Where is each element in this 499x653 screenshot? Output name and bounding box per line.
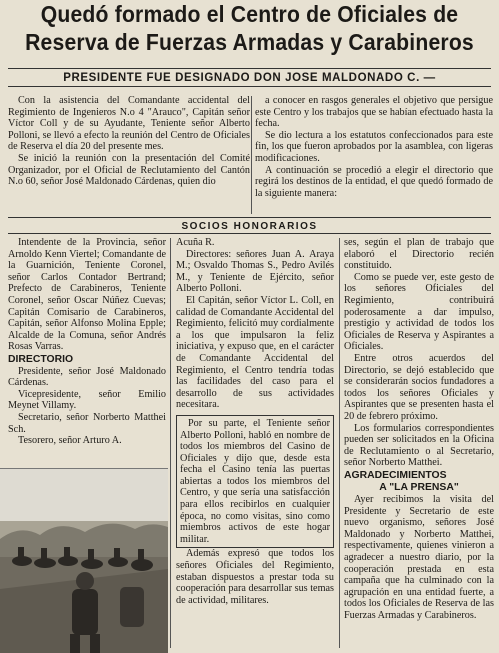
- article-paragraph: Ayer recibimos la visita del Presidente y Secretario de este nuevo organismo, señores José Maldonado y Norberto Matthei, respectivamente, quienes vinieron a agradecer a nuestro diario, por la cooperación prestada en esta campaña que ha culminado con la agrupación en una entidad fuerte, a todos los Oficiales de Reserva de las Fuerzas Armadas y Carabineros.: [344, 494, 494, 621]
- intro-paragraph: Con la asistencia del Comandante accidental del Regimiento de Ingenieros N.o 4 "Arauco", Capitán señor Víctor Coll y de su Ayudante, Teniente señor Alberto Polloni, se llevó a efecto la reunión del Centro de Oficiales de Reserva el día 20 del presente mes.: [8, 95, 250, 153]
- article-paragraph: ses, según el plan de trabajo que elaboró el Directorio recién constituido.: [344, 237, 494, 272]
- board-member: Vicepresidente, señor Emilio Meynet Villamy.: [8, 388, 166, 412]
- section-rule: [8, 217, 491, 218]
- cavalry-photo: [0, 468, 168, 653]
- article-paragraph: Los formularios correspondientes pueden ser solicitados en la Oficina de Reclutamiento o al Secretario, señor Norberto Matthei.: [344, 422, 494, 469]
- article-paragraph: El Capitán, señor Víctor L. Coll, en calidad de Comandante Accidental del Regimiento, felicitó muy cordialmente a los que impulsaron la feliz iniciativa, y expuso que, en el carácter de Comandante Accidental del Regimiento, el Centro tendría todas las facilidades del caso para el desarrollo de sus actividades necesitara.: [176, 294, 334, 411]
- photo-image: [0, 469, 168, 653]
- intro-column-left: [8, 95, 250, 188]
- column-2: [176, 237, 334, 606]
- board-member: Secretario, señor Norberto Matthei Sch.: [8, 411, 166, 435]
- intro-paragraph: Se inició la reunión con la presentación del Comité Organizador, por el Oficial de Reclutamiento del Cantón N.o 60, señor José Maldonado Cárdenas, quien dio: [8, 152, 250, 188]
- boxed-paragraph: [176, 415, 334, 549]
- honorary-members-paragraph: Intendente de la Provincia, señor Arnoldo Kenn Viertel; Comandante de la Guarnición, Teniente Coronel, señor Carlos Contador Bertrand; Prefecto de Carabineros, Teniente Coronel, señor Oscar Núñez Cuevas; Capitán Comisario de Carabineros, Capitán, señor Alfonso Molina Epple; Alcalde de la Comuna, señor Andrés Rosas Varras.: [8, 237, 166, 353]
- acknowledgements-heading: AGRADECIMIENTOS: [344, 469, 447, 481]
- headline-line-2: Reserva de Fuerzas Armadas y Carabineros: [25, 29, 474, 55]
- column-divider: [251, 96, 252, 214]
- intro-column-right: [255, 95, 493, 199]
- intro-paragraph: A continuación se procedió a elegir el directorio que regirá los destinos de la entidad, el que quedó formado de la siguiente manera:: [255, 164, 493, 199]
- article-paragraph: Por su parte, el Teniente señor Alberto Polloni, habló en nombre de todos los miembros del Casino de Oficiales y dijo que, desde esta fecha el Casino tenía las puertas abiertas a todos los miembros del Centro, y que sería una satisfacción para ellos recibirlos en cualquier época, no como visitas, sino como miembros activos de este hogar militar.: [180, 417, 330, 545]
- headline-line-1: Quedó formado el Centro de Oficiales de: [40, 1, 459, 27]
- directorio-heading: DIRECTORIO: [8, 353, 74, 365]
- section-rule: [8, 233, 491, 234]
- article-paragraph: Acuña R.: [176, 237, 215, 248]
- section-title: SOCIOS HONORARIOS: [181, 221, 318, 232]
- article-paragraph: Entre otros acuerdos del Directorio, se dejó establecido que se considerarán socios fundadores a todos los señores Oficiales y Aspirantes que se presenten hasta el 20 de febrero próximo.: [344, 352, 494, 422]
- column-3: [344, 237, 494, 622]
- headline: [4, 0, 495, 56]
- subheadline: PRESIDENTE FUE DESIGNADO DON JOSE MALDONADO C. —: [8, 68, 491, 87]
- article-paragraph: Como se puede ver, este gesto de los señores Oficiales del Regimiento, contribuirá poderosamente a dar impulso, prestigio y actividad de todos los Oficiales de Reserva y Aspirantes a Oficiales.: [344, 271, 494, 353]
- article-paragraph: Además expresó que todos los señores Oficiales del Regimiento, estaban dispuestos a prestar toda su cooperación para desarrollar sus temas de actividad, militares.: [176, 548, 334, 606]
- intro-paragraph: Se dio lectura a los estatutos confeccionados para este fin, los que fueron aprobados por la asamblea, con ligeras modificaciones.: [255, 129, 493, 164]
- board-member: Tesorero, señor Arturo A.: [18, 435, 122, 447]
- article-paragraph: Directores: señores Juan A. Araya M.; Osvaldo Thomas S., Pedro Avilés M., y Teniente de Ejército, señor Alberto Polloni.: [176, 248, 334, 295]
- column-1: [8, 237, 166, 447]
- acknowledgements-subheading: A "LA PRENSA": [379, 482, 459, 494]
- column-divider: [339, 238, 340, 648]
- column-divider: [170, 238, 171, 648]
- board-member: Presidente, señor José Maldonado Cárdenas.: [8, 365, 166, 389]
- intro-paragraph: a conocer en rasgos generales el objetivo que persigue este Centro y los trabajos que se habían efectuado hasta la fecha.: [255, 95, 493, 130]
